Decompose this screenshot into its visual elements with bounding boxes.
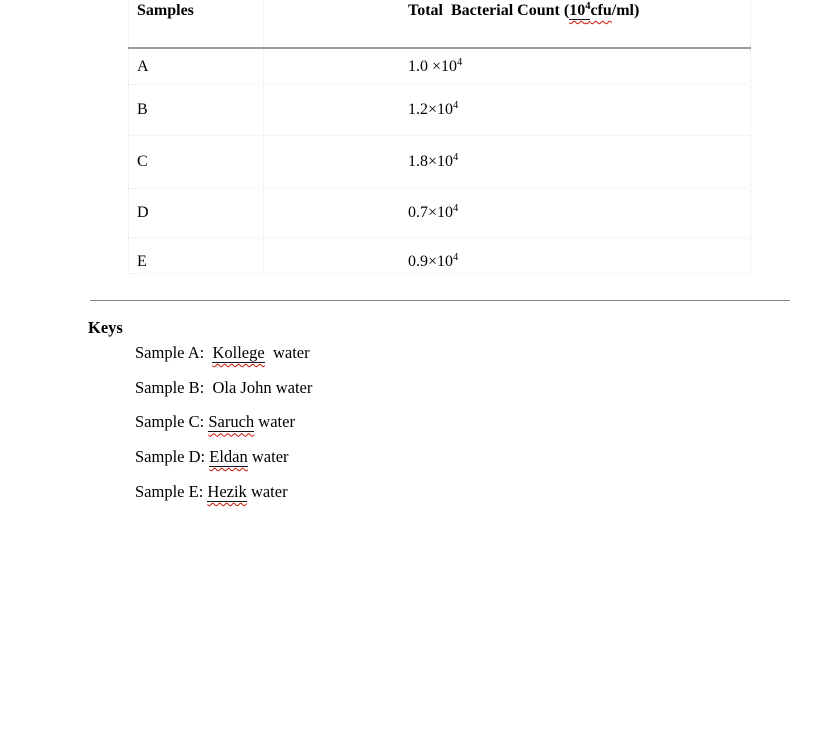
sample-id: E — [129, 238, 264, 274]
table-row — [129, 85, 751, 136]
key-item-sample-b: Sample B: Ola John water — [135, 377, 313, 397]
misspelled-word: Eldan — [209, 447, 248, 467]
sample-id: D — [129, 189, 264, 238]
value-exponent: 4 — [457, 56, 463, 68]
misspelled-word: Saruch — [208, 412, 255, 432]
value-exponent: 4 — [453, 100, 459, 111]
count-value: $1.0 \times 10^4$ — [264, 48, 751, 85]
misspelled-unit — [569, 2, 612, 20]
keys-list — [135, 336, 312, 510]
count-value: $0.7\times 10^4$ — [264, 189, 751, 238]
value-exponent: 4 — [453, 152, 459, 163]
keys-heading: Keys — [88, 318, 123, 337]
column-header-total-count — [264, 0, 751, 48]
unit-rest: cfu — [590, 2, 612, 19]
table-row — [129, 189, 751, 238]
count-value: $1.2\times 10^4$ — [264, 85, 751, 136]
count-value: $0.9\times 10^4$ — [264, 238, 751, 274]
table-row — [129, 136, 751, 189]
unit-exponent: 4 — [585, 1, 591, 12]
column-header-samples: Samples — [129, 0, 264, 48]
misspelled-word: Hezik — [207, 481, 247, 501]
key-item-sample-a: Sample A: Kollege water — [135, 343, 310, 362]
sample-id: A — [129, 48, 264, 85]
value-exponent: 4 — [453, 252, 459, 263]
key-item-sample-e: Sample E: Hezik water — [135, 481, 288, 501]
unit-base-underlined: $10^4$ — [569, 1, 591, 19]
key-item-sample-c: Sample C: Saruch water — [135, 412, 295, 432]
header-text-suffix: /ml) — [611, 2, 640, 19]
count-value: $1.8\times 10^4$ — [264, 136, 751, 189]
sample-id: C — [129, 136, 264, 189]
sample-id: B — [129, 85, 264, 136]
value-exponent: 4 — [453, 203, 459, 214]
bacterial-count-table — [128, 0, 751, 274]
header-text-prefix: Total Bacterial Count ( — [408, 2, 570, 19]
table-row — [129, 48, 751, 85]
key-item-sample-d: Sample D: Eldan water — [135, 447, 289, 467]
table-row — [129, 238, 751, 274]
misspelled-word: Kollege — [212, 343, 265, 362]
section-divider — [90, 300, 790, 301]
table-header-row — [129, 0, 751, 48]
